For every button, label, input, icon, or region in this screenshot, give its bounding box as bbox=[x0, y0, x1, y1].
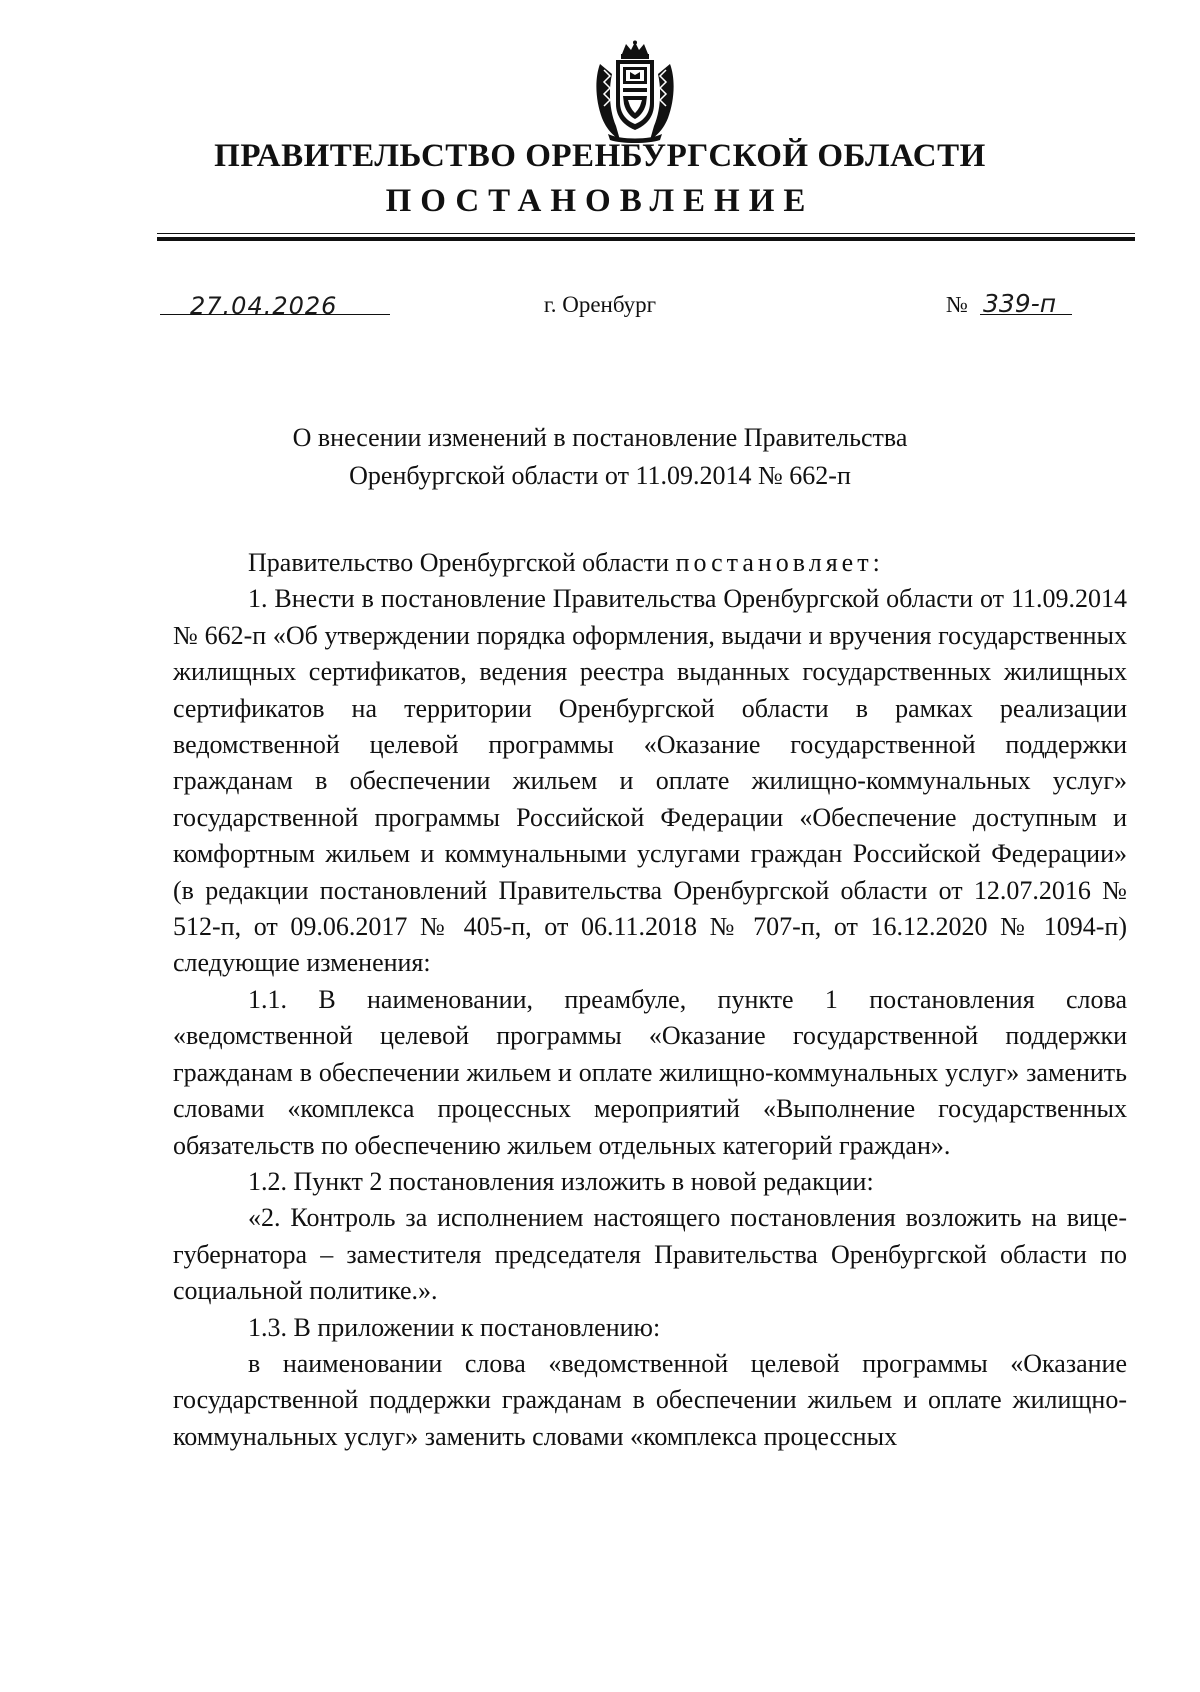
preamble-spaced-verb: постановляет: bbox=[675, 548, 884, 577]
document-number-label: № bbox=[946, 292, 968, 317]
paragraph-1-2-quote: «2. Контроль за исполнением настоящего постановления возложить на вице-губернатора – заместителя председателя Правительства Оренбургской области по социальной политике.». bbox=[173, 1203, 1127, 1306]
preamble-paragraph bbox=[173, 545, 1127, 581]
paragraph-1-3: 1.3. В приложении к постановлению: bbox=[248, 1312, 661, 1342]
paragraph-1-3-a: в наименовании слова «ведомственной целевой программы «Оказание государственной поддержки гражданам в обеспечении жильем и оплате жилищно-коммунальных услуг» заменить словами «комплекса процессных bbox=[173, 1348, 1127, 1451]
paragraph-1-2: 1.2. Пункт 2 постановления изложить в новой редакции: bbox=[248, 1166, 874, 1196]
document-date: 27.04.2026 bbox=[190, 292, 338, 320]
paragraph-1: 1. Внести в постановление Правительства Оренбургской области от 11.09.2014 № 662-п «Об утверждении порядка оформления, выдачи и вручения государственных жилищных сертификатов, ведения реестра выданных государственных жилищных сертификатов на территории Оренбургской области в рамках реализации ведомственной целевой программы «Оказание государственной поддержки гражданам в обеспечении жильем и оплате жилищно-коммунальных услуг» государственной программы Российской Федерации «Обеспечение доступным и комфортным жильем и коммунальными услугами граждан Российской Федерации» (в редакции постановлений Правительства Оренбургской области от 12.07.2016 № 512-п, от 09.06.2017 № 405-п, от 06.11.2018 № 707-п, от 16.12.2020 № 1094-п) следующие изменения: bbox=[173, 584, 1127, 978]
document-type: ПОСТАНОВЛЕНИЕ bbox=[385, 183, 815, 219]
document-subject bbox=[0, 419, 1200, 495]
header-rule-thin bbox=[157, 233, 1135, 234]
coat-of-arms-icon bbox=[590, 40, 680, 144]
subject-line-1: О внесении изменений в постановление Правительства bbox=[292, 423, 908, 452]
government-title: ПРАВИТЕЛЬСТВО ОРЕНБУРГСКОЙ ОБЛАСТИ bbox=[214, 138, 986, 174]
header-rule-thick bbox=[157, 237, 1135, 241]
subject-line-2: Оренбургской области от 11.09.2014 № 662-п bbox=[349, 461, 851, 490]
paragraph-1-1: 1.1. В наименовании, преамбуле, пункте 1 постановления слова «ведомственной целевой программы «Оказание государственной поддержки гражданам в обеспечении жильем и оплате жилищно-коммунальных услуг» заменить словами «комплекса процессных мероприятий «Выполнение государственных обязательств по обеспечению жильем отдельных категорий граждан». bbox=[173, 984, 1127, 1160]
preamble-text: Правительство Оренбургской области bbox=[248, 548, 676, 577]
number-underline bbox=[980, 314, 1072, 315]
document-body bbox=[173, 545, 1127, 1455]
document-city: г. Оренбург bbox=[543, 292, 657, 317]
document-number: 339-п bbox=[983, 289, 1057, 318]
